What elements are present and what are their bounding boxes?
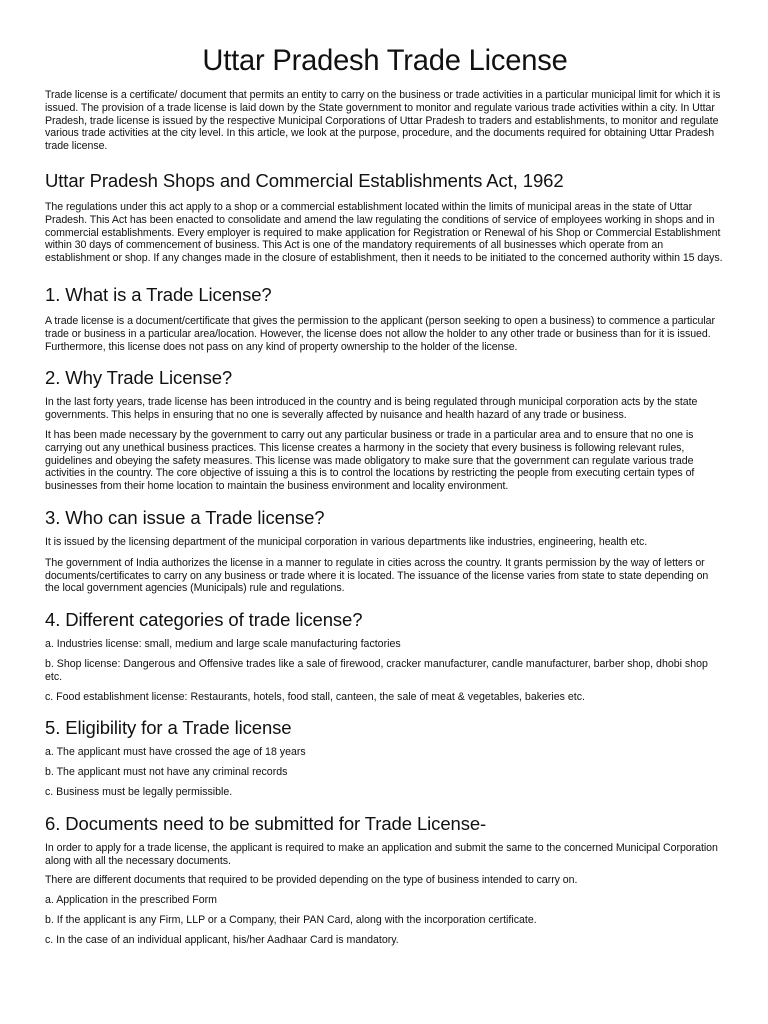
list-item: c. In the case of an individual applicant, his/her Aadhaar Card is mandatory. — [45, 933, 399, 946]
section-heading-shops-act: Uttar Pradesh Shops and Commercial Establishments Act, 1962 — [45, 169, 564, 191]
list-item: b. Shop license: Dangerous and Offensive trades like a sale of firewood, cracker manufacturer, candle manufacturer, barber shop, dhobi shop etc. — [45, 657, 708, 683]
list-item: a. Application in the prescribed Form — [45, 894, 217, 907]
documents-paragraph-2: There are different documents that required to be provided depending on the type of business intended to carry on. — [45, 874, 578, 887]
documents-paragraph-1: In order to apply for a trade license, the applicant is required to make an application and submit the same to the concerned Municipal Corporation along with all the necessary documents. — [45, 841, 718, 867]
list-item: a. Industries license: small, medium and large scale manufacturing factories — [45, 638, 401, 651]
why-paragraph-2: It has been made necessary by the government to carry out any particular business or trade in a particular area and to ensure that no one is carrying out any unethical business practices. This license creates a harmony in the society that every business is following relevant rules, guidelines and obeying the safety measures. This license was made obligatory to make sure that the government can regulate various trade activities in the country. The core objective of issuing a this is to control the locations by restricting the people from executing certain types of businesses from their home location to maintain the business environment and locality environment. — [45, 428, 695, 493]
list-item: b. The applicant must not have any criminal records — [45, 766, 288, 779]
list-item: a. The applicant must have crossed the age of 18 years — [45, 746, 306, 759]
shops-act-paragraph: The regulations under this act apply to a shop or a commercial establishment located within the limits of municipal areas in the state of Uttar Pradesh. This Act has been enacted to consolidate and amend the law regulating the conditions of service of employees working in shops and in commercial establishments. Every employer is required to make application for Registration or Renewal of his Shop or Commercial Establishment within 30 days of commencement of business. This Act is one of the mandatory requirements of all businesses which operate from an establishment or shop. If any changes made in the closure of establishment, then it needs to be initiated to the concerned authority within 15 days. — [45, 200, 723, 265]
why-paragraph-1: In the last forty years, trade license has been introduced in the country and is being regulated through municipal corporation acts by the state governments. This helps in ensuring that no one is severally affected by nuisance and health hazard of any trade or business. — [45, 396, 698, 422]
list-item: b. If the applicant is any Firm, LLP or a Company, their PAN Card, along with the incorporation certificate. — [45, 913, 537, 926]
document-title: Uttar Pradesh Trade License — [202, 44, 568, 77]
intro-paragraph: Trade license is a certificate/ document that permits an entity to carry on the business or trade activities in a particular municipal limit for which it is issued. The provision of a trade license is laid down by the State government to monitor and regulate various trade activities within a city. In Uttar Pradesh, trade license is issued by the respective Municipal Corporations of Uttar Pradesh to traders and establishments, to monitor and regulate various trade activities at the city level. In this article, we look at the purpose, procedure, and the documents required for obtaining Uttar Pradesh trade license. — [45, 89, 721, 153]
section-heading-what-is: 1. What is a Trade License? — [45, 283, 272, 305]
who-paragraph-1: It is issued by the licensing department of the municipal corporation in various departments like industries, engineering, health etc. — [45, 535, 648, 548]
section-heading-categories: 4. Different categories of trade license? — [45, 609, 363, 631]
section-heading-eligibility: 5. Eligibility for a Trade license — [45, 717, 292, 739]
who-paragraph-2: The government of India authorizes the license in a manner to regulate in cities across the country. It grants permission by the way of letters or documents/certificates to carry on any business or trade where it is located. The issuance of the license varies from state to state depending on the local government agencies (Municipals) rule and regulations. — [45, 556, 709, 595]
document-page — [45, 44, 725, 946]
list-item: c. Food establishment license: Restaurants, hotels, food stall, canteen, the sale of meat & vegetables, bakeries etc. — [45, 690, 585, 703]
what-is-paragraph: A trade license is a document/certificate that gives the permission to the applicant (person seeking to open a business) to commence a particular trade or business in a particular area/location. However, the license does not allow the holder to any other trade or business than for it is issued. Furthermore, this license does not pass on any kind of property ownership to the holder of the license. — [45, 314, 715, 353]
section-heading-why: 2. Why Trade License? — [45, 367, 233, 389]
section-heading-documents: 6. Documents need to be submitted for Trade License- — [45, 812, 487, 834]
list-item: c. Business must be legally permissible. — [45, 785, 233, 798]
section-heading-who: 3. Who can issue a Trade license? — [45, 506, 325, 528]
